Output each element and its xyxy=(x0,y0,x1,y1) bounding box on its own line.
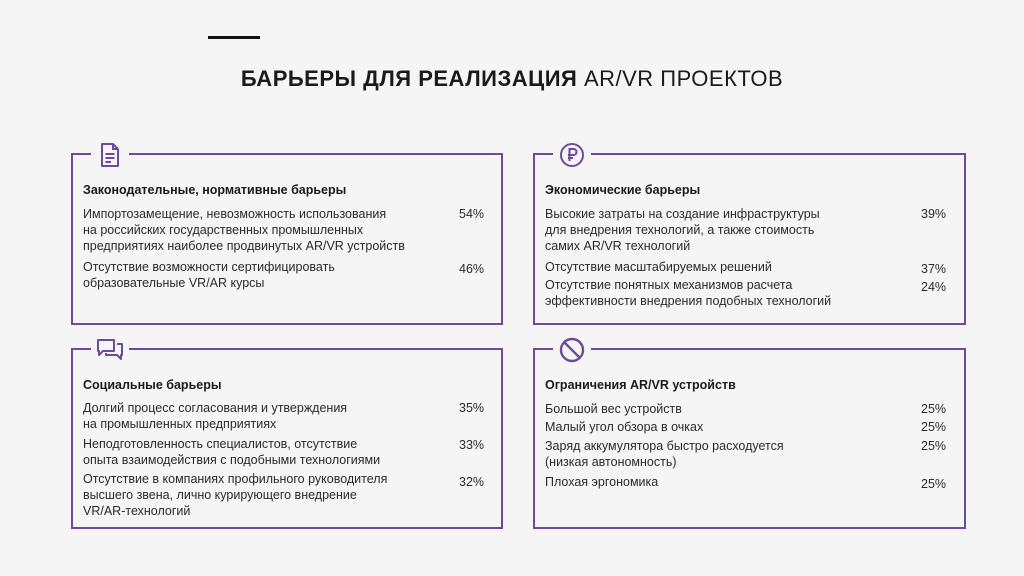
percentage: 37% xyxy=(921,262,947,276)
list-item: Отсутствие масштабируемых решений xyxy=(545,260,772,274)
percentage: 25% xyxy=(921,402,947,416)
list-item: Малый угол обзора в очках xyxy=(545,420,704,434)
list-item: Плохая эргономика xyxy=(545,475,659,489)
prohibited-icon xyxy=(553,336,591,364)
ruble-icon xyxy=(553,141,591,169)
page-title xyxy=(0,66,1024,92)
percentage: 24% xyxy=(921,280,947,294)
page-title-bold: БАРЬЕРЫ ДЛЯ РЕАЛИЗАЦИЯ xyxy=(240,66,578,91)
card-title: Социальные барьеры xyxy=(83,378,222,392)
legal-barriers-card xyxy=(71,153,503,325)
economic-barriers-card xyxy=(533,153,966,325)
percentage: 25% xyxy=(921,477,947,491)
percentage: 46% xyxy=(459,262,485,276)
list-item: Отсутствие возможности сертифицировать образовательные VR/AR курсы xyxy=(83,260,335,290)
card-title: Экономические барьеры xyxy=(545,183,701,197)
list-item: Долгий процесс согласования и утверждения на промышленных предприятиях xyxy=(83,401,348,431)
decorative-line xyxy=(208,36,260,39)
chat-icon xyxy=(91,336,129,364)
card-title: Ограничения AR/VR устройств xyxy=(545,378,736,392)
list-item: Отсутствие в компаниях профильного руководителя высшего звена, лично курирующего внедрение VR/AR-технологий xyxy=(83,472,388,518)
list-item: Заряд аккумулятора быстро расходуется (низкая автономность) xyxy=(545,439,784,469)
list-item: Большой вес устройств xyxy=(545,402,682,416)
percentage: 35% xyxy=(459,401,485,415)
percentage: 33% xyxy=(459,438,485,452)
list-item: Высокие затраты на создание инфраструктуры для внедрения технологий, а также стоимость самих AR/VR технологий xyxy=(545,207,820,253)
page-title-light: AR/VR ПРОЕКТОВ xyxy=(583,66,784,91)
list-item: Неподготовленность специалистов, отсутствие опыта взаимодействия с подобными технологиями xyxy=(83,437,381,467)
list-item: Отсутствие понятных механизмов расчета эффективности внедрения подобных технологий xyxy=(545,278,832,308)
list-item: Импортозамещение, невозможность использования на российских государственных промышленных предприятиях наиболее продвинутых AR/VR устройств xyxy=(83,207,405,253)
percentage: 39% xyxy=(921,207,947,221)
document-icon xyxy=(91,141,129,169)
percentage: 32% xyxy=(459,475,485,489)
percentage: 25% xyxy=(921,420,947,434)
device-limitations-card xyxy=(533,348,966,529)
social-barriers-card xyxy=(71,348,503,529)
percentage: 54% xyxy=(459,207,485,221)
percentage: 25% xyxy=(921,439,947,453)
card-title: Законодательные, нормативные барьеры xyxy=(83,183,347,197)
